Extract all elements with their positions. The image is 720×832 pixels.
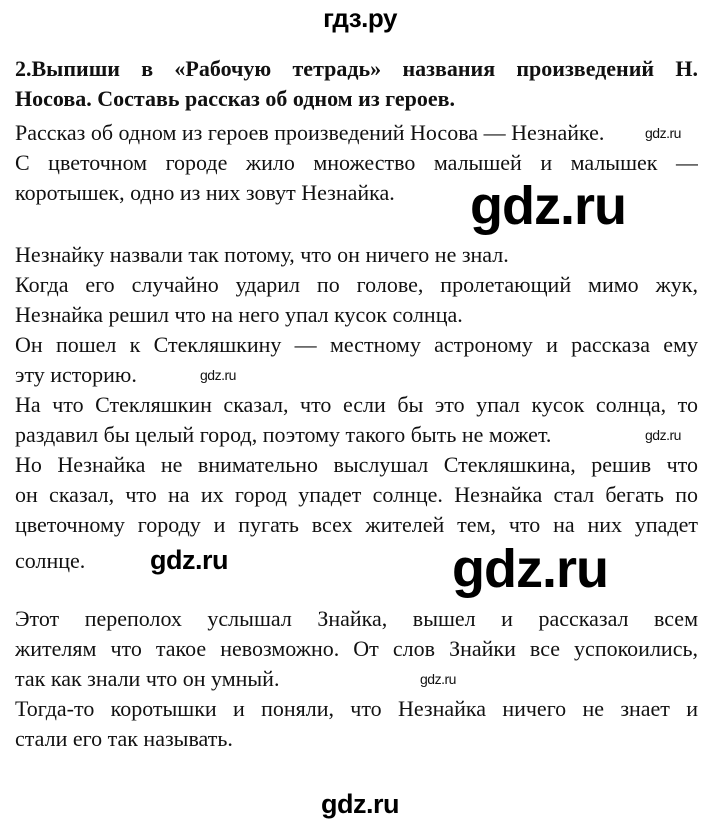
story-line: стали его так называть.: [15, 726, 233, 751]
story-line: он сказал, что на их город упадет солнце. Незнайка стал бегать по: [15, 482, 698, 507]
story-line: На что Стекляшкин сказал, что если бы это упал кусок солнца, то: [15, 392, 698, 417]
story-line: Тогда-то коротышки и поняли, что Незнайка ничего не знает и: [15, 696, 698, 721]
watermark-small: gdz.ru: [420, 671, 456, 687]
story-line: коротышек, одно из них зовут Незнайка.: [15, 180, 395, 205]
story-line: жителям что такое невозможно. От слов Знайки все успокоились,: [15, 636, 698, 661]
watermark-small: gdz.ru: [645, 125, 681, 141]
footer-watermark: gdz.ru: [321, 789, 399, 819]
story-line: Незнайка решил что на него упал кусок солнца.: [15, 302, 463, 327]
watermark-medium: gdz.ru: [150, 545, 228, 575]
story-line: С цветочном городе жило множество малышей и малышек —: [15, 150, 698, 175]
story-line: Он пошел к Стекляшкину — местному астроному и рассказа ему: [15, 332, 698, 357]
story-line: Когда его случайно ударил по голове, пролетающий мимо жук,: [15, 272, 698, 297]
story-line: Этот переполох услышал Знайка, вышел и рассказал всем: [15, 606, 698, 631]
task-heading-line: Носова. Составь рассказ об одном из героев.: [15, 86, 455, 111]
watermark-small: gdz.ru: [200, 367, 236, 383]
story-line: солнце.: [15, 548, 86, 573]
task-heading-line: 2.Выпиши в «Рабочую тетрадь» названия произведений Н.: [15, 56, 698, 81]
story-line: Незнайку назвали так потому, что он ничего не знал.: [15, 242, 509, 267]
story-line: цветочному городу и пугать всех жителей тем, что на них упадет: [15, 512, 698, 537]
watermark-large: gdz.ru: [470, 176, 626, 236]
header-watermark: гдз.ру: [323, 3, 397, 33]
story-line: Но Незнайка не внимательно выслушал Стекляшкина, решив что: [15, 452, 698, 477]
story-line: эту историю.: [15, 362, 137, 387]
story-line: так как знали что он умный.: [15, 666, 280, 691]
watermark-small: gdz.ru: [645, 427, 681, 443]
story-line: раздавил бы целый город, поэтому такого быть не может.: [15, 422, 552, 447]
story-line: Рассказ об одном из героев произведений Носова — Незнайке.: [15, 120, 605, 145]
watermark-large: gdz.ru: [452, 539, 608, 599]
